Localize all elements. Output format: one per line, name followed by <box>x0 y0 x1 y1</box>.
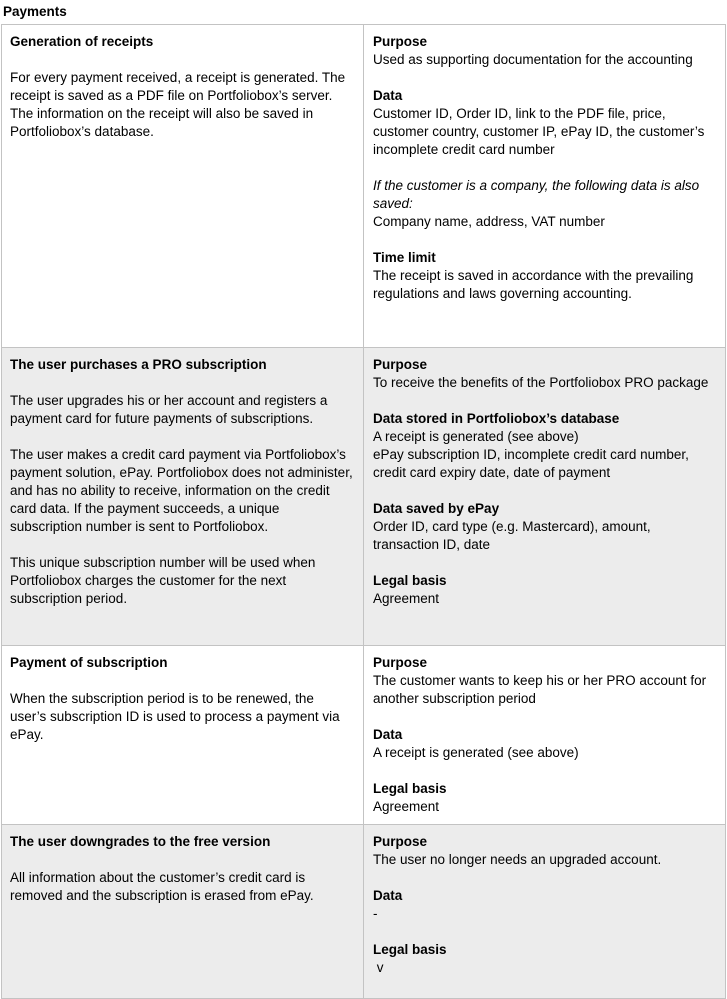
purpose-text: Used as supporting documentation for the accounting <box>373 52 693 67</box>
data-stored-line: ePay subscription ID, incomplete credit card number, credit card expiry date, date of payment <box>373 447 693 480</box>
legal-basis-text: v <box>373 960 384 975</box>
paragraph: The user upgrades his or her account and registers a payment card for future payments of subscriptions. <box>10 393 332 426</box>
cell-title: The user purchases a PRO subscription <box>10 357 267 372</box>
cell-title: Generation of receipts <box>10 34 154 49</box>
legal-basis-label: Legal basis <box>373 942 447 957</box>
table-row-pro-subscription <box>2 347 725 645</box>
payments-table <box>1 24 726 999</box>
data-label: Data <box>373 88 403 103</box>
row2-left-cell <box>2 348 364 645</box>
legal-basis-text: Agreement <box>373 799 440 814</box>
data-epay-text: Order ID, card type (e.g. Mastercard), amount, transaction ID, date <box>373 519 655 552</box>
paragraph: All information about the customer’s credit card is removed and the subscription is erased from ePay. <box>10 870 314 903</box>
data-text: Customer ID, Order ID, link to the PDF file, price, customer country, customer IP, ePay ID, the customer’s incomplete credit card number <box>373 106 709 157</box>
purpose-label: Purpose <box>373 834 428 849</box>
company-data-text: Company name, address, VAT number <box>373 214 605 229</box>
purpose-label: Purpose <box>373 357 428 372</box>
paragraph: This unique subscription number will be used when Portfoliobox charges the customer for the next subscription period. <box>10 555 320 606</box>
purpose-text: The customer wants to keep his or her PRO account for another subscription period <box>373 673 710 706</box>
company-note: If the customer is a company, the following data is also saved: <box>373 178 703 211</box>
table-row-downgrade-free-version <box>2 824 725 998</box>
data-stored-line: A receipt is generated (see above) <box>373 429 579 444</box>
legal-basis-text: Agreement <box>373 591 440 606</box>
table-row-payment-of-subscription <box>2 645 725 824</box>
purpose-label: Purpose <box>373 655 428 670</box>
purpose-label: Purpose <box>373 34 428 49</box>
data-label: Data <box>373 888 403 903</box>
data-epay-label: Data saved by ePay <box>373 501 500 516</box>
page-title: Payments <box>3 4 67 19</box>
cell-title: Payment of subscription <box>10 655 168 670</box>
data-text: - <box>373 906 378 921</box>
purpose-text: The user no longer needs an upgraded account. <box>373 852 662 867</box>
legal-basis-label: Legal basis <box>373 573 447 588</box>
row4-right-cell <box>364 825 725 998</box>
time-limit-label: Time limit <box>373 250 436 265</box>
row3-left-cell <box>2 646 364 824</box>
table-row-generation-of-receipts <box>2 25 725 347</box>
row4-left-cell <box>2 825 364 998</box>
row1-left-cell <box>2 25 364 347</box>
paragraph: When the subscription period is to be renewed, the user’s subscription ID is used to process a payment via ePay. <box>10 691 344 742</box>
row2-right-cell <box>364 348 725 645</box>
paragraph: For every payment received, a receipt is generated. The receipt is saved as a PDF file on Portfoliobox’s server. The information on the receipt will also be saved in Portfoliobox’s database. <box>10 70 349 139</box>
data-stored-label: Data stored in Portfoliobox’s database <box>373 411 620 426</box>
paragraph: The user makes a credit card payment via Portfoliobox’s payment solution, ePay. Portfoliobox does not administer, and has no ability to receive, information on the credit card data. If the payment succeeds, a unique subscription number is sent to Portfoliobox. <box>10 447 357 534</box>
row1-right-cell <box>364 25 725 347</box>
legal-basis-label: Legal basis <box>373 781 447 796</box>
row3-right-cell <box>364 646 725 824</box>
purpose-text: To receive the benefits of the Portfoliobox PRO package <box>373 375 709 390</box>
data-label: Data <box>373 727 403 742</box>
time-limit-text: The receipt is saved in accordance with the prevailing regulations and laws governing accounting. <box>373 268 698 301</box>
cell-title: The user downgrades to the free version <box>10 834 271 849</box>
data-text: A receipt is generated (see above) <box>373 745 579 760</box>
